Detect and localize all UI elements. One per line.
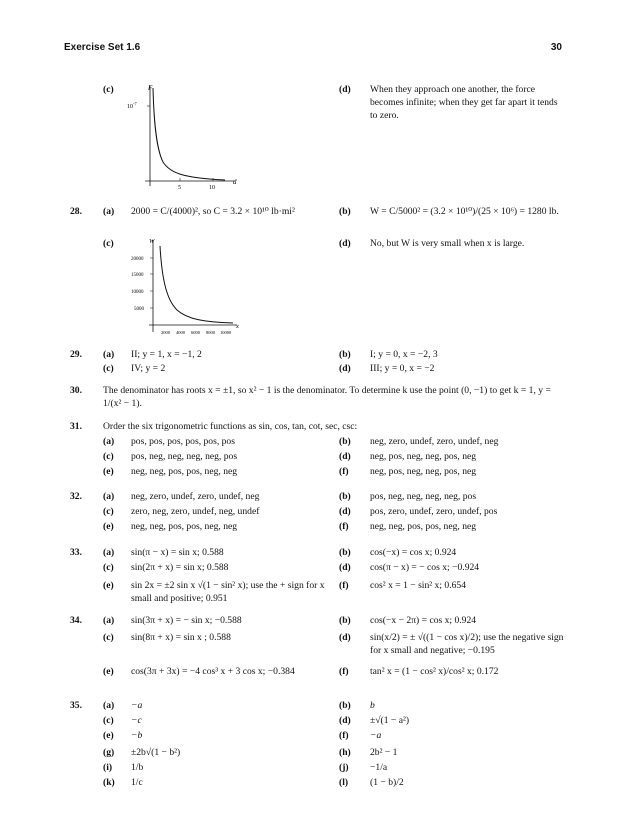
p35-number: 35.	[70, 700, 82, 711]
p35-text: −b	[131, 730, 143, 741]
p35-text: (1 − b)/2	[370, 777, 404, 788]
p34-c-label: (c)	[103, 632, 114, 643]
p28-x-tick-10000: 10000	[220, 330, 232, 335]
p34-e-text: cos(3π + 3x) = −4 cos³ x + 3 cos x; −0.384	[131, 666, 295, 677]
p28-a-label: (a)	[103, 206, 115, 217]
p35-label: (h)	[339, 747, 351, 758]
p34-f-label: (f)	[339, 666, 349, 677]
p32-text: pos, neg, neg, neg, neg, pos	[370, 491, 477, 502]
p27-y-tick: $10^{-7}$	[127, 101, 137, 110]
p28-y-tick-20000: 20000	[131, 257, 144, 262]
p28-x-tick-6000: 6000	[191, 330, 200, 335]
p35-label: (a)	[103, 700, 115, 711]
p35-label: (l)	[339, 777, 349, 788]
p34-b-label: (b)	[339, 615, 351, 626]
p33-c-text: sin(2π + x) = sin x; 0.588	[131, 562, 229, 573]
p28-d-text: No, but W is very small when x is large.	[370, 238, 525, 249]
p35-text: −a	[370, 730, 382, 741]
p30-number: 30.	[70, 385, 82, 396]
p31-label: (b)	[339, 436, 351, 447]
p29-d-text: III; y = 0, x = −2	[370, 363, 435, 374]
p28-c-label: (c)	[103, 238, 114, 249]
section-title: Exercise Set 1.6	[64, 42, 141, 53]
p28-graph	[125, 236, 245, 340]
p28-b-text: W = C/5000² = (3.2 × 10¹⁰)/(25 × 10⁶) = 1280 lb.	[370, 206, 559, 217]
p32-text: neg, neg, pos, pos, neg, neg	[370, 521, 477, 532]
p28-a-text: 2000 = C/(4000)², so C = 3.2 × 10¹⁰ lb·mi²	[131, 206, 295, 217]
p33-e-label: (e)	[103, 580, 114, 591]
p33-a-text: sin(π − x) = sin x; 0.588	[131, 547, 224, 558]
p34-a-text: sin(3π + x) = − sin x; −0.588	[131, 615, 242, 626]
p27-d-text: When they approach one another, the force becomes infinite; when they get far apart it tends to zero.	[370, 84, 558, 121]
p32-label: (f)	[339, 521, 349, 532]
p29-c-label: (c)	[103, 363, 114, 374]
p27-d-label: (d)	[339, 84, 351, 95]
p35-text: −c	[131, 715, 142, 726]
p32-label: (b)	[339, 491, 351, 502]
page-header	[64, 42, 562, 53]
p29-d-label: (d)	[339, 363, 351, 374]
p28-number: 28.	[70, 206, 82, 217]
p33-e-text: sin 2x = ±2 sin x √(1 − sin² x); use the + sign for x small and positive; 0.951	[131, 580, 325, 604]
p32-label: (c)	[103, 506, 114, 517]
p35-label: (i)	[103, 762, 113, 773]
p31-text: neg, pos, neg, neg, pos, neg	[370, 466, 477, 477]
p28-y-axis-label: W	[149, 238, 155, 245]
p28-x-tick-2000: 2000	[161, 330, 170, 335]
p29-b-label: (b)	[339, 349, 351, 360]
p27-x-tick-5: 5	[178, 185, 181, 191]
p34-a-label: (a)	[103, 615, 115, 626]
p28-b-label: (b)	[339, 206, 351, 217]
p35-label: (d)	[339, 715, 351, 726]
p31-text: neg, neg, pos, pos, neg, neg	[131, 466, 238, 477]
p31-text: neg, pos, neg, neg, pos, neg	[370, 451, 477, 462]
p29-a-label: (a)	[103, 349, 115, 360]
p31-text: pos, pos, pos, pos, pos, pos	[131, 436, 235, 447]
p31-number: 31.	[70, 421, 82, 432]
p35-label: (b)	[339, 700, 351, 711]
page-number: 30	[550, 42, 562, 53]
p27-x-axis-label: d	[233, 178, 237, 186]
p35-text: ±√(1 − a²)	[370, 715, 410, 726]
p32-text: pos, zero, undef, zero, undef, pos	[370, 506, 498, 517]
p28-x-tick-8000: 8000	[206, 330, 215, 335]
p32-text: neg, neg, pos, pos, neg, neg	[131, 521, 238, 532]
p35-label: (e)	[103, 730, 114, 741]
p32-label: (e)	[103, 521, 114, 532]
p27-c-label: (c)	[103, 84, 114, 95]
p28-x-axis-label: x	[236, 323, 239, 330]
p33-f-text: cos² x = 1 − sin² x; 0.654	[370, 580, 466, 591]
p32-text: neg, zero, undef, zero, undef, neg	[131, 491, 260, 502]
p31-text: pos, neg, neg, neg, neg, pos	[131, 451, 238, 462]
p33-b-label: (b)	[339, 547, 351, 558]
p35-text: ±2b√(1 − b²)	[131, 747, 181, 758]
p27-y-axis-label: F	[148, 84, 153, 92]
p32-label: (d)	[339, 506, 351, 517]
p35-text: −a	[131, 700, 143, 711]
p29-b-text: I; y = 0, x = −2, 3	[370, 349, 438, 360]
p34-c-text: sin(8π + x) = sin x ; 0.588	[131, 632, 231, 643]
p33-a-label: (a)	[103, 547, 115, 558]
p35-label: (f)	[339, 730, 349, 741]
p33-c-label: (c)	[103, 562, 114, 573]
p34-b-text: cos(−x − 2π) = cos x; 0.924	[370, 615, 477, 626]
p34-d-text: sin(x/2) = ± √((1 − cos x)/2); use the negative sign for x small and negative; −0.195	[370, 632, 564, 656]
p31-label: (c)	[103, 451, 114, 462]
p31-text: neg, zero, undef, zero, undef, neg	[370, 436, 499, 447]
p34-number: 34.	[70, 615, 82, 626]
p31-label: (f)	[339, 466, 349, 477]
p31-label: (e)	[103, 466, 114, 477]
p32-number: 32.	[70, 491, 82, 502]
p31-label: (a)	[103, 436, 115, 447]
p28-y-tick-5000: 5000	[134, 307, 144, 312]
p27-curve	[153, 88, 225, 180]
p28-curve	[160, 246, 233, 323]
p31-intro: Order the six trigonometric functions as sin, cos, tan, cot, sec, csc:	[103, 421, 358, 432]
p31-label: (d)	[339, 451, 351, 462]
p33-number: 33.	[70, 547, 82, 558]
p30-text: The denominator has roots x = ±1, so x² − 1 is the denominator. To determine k use the point (0, −1) to get k = 1, y = 1/(x² − 1).	[103, 385, 551, 409]
p28-x-tick-4000: 4000	[176, 330, 185, 335]
p35-text: b	[370, 700, 375, 711]
p35-label: (j)	[339, 762, 349, 773]
p33-d-text: cos(π − x) = − cos x; −0.924	[370, 562, 480, 573]
p29-a-text: II; y = 1, x = −1, 2	[131, 349, 202, 360]
p35-text: 1/c	[131, 777, 143, 788]
p28-y-tick-10000: 10000	[131, 290, 144, 295]
p34-f-text: tan² x = (1 − cos² x)/cos² x; 0.172	[370, 666, 499, 677]
p35-text: 2b² − 1	[370, 747, 398, 758]
p35-label: (k)	[103, 777, 115, 788]
p34-e-label: (e)	[103, 666, 114, 677]
p32-label: (a)	[103, 491, 115, 502]
p33-b-text: cos(−x) = cos x; 0.924	[370, 547, 457, 558]
p34-d-label: (d)	[339, 632, 351, 643]
p29-number: 29.	[70, 349, 82, 360]
p27-x-tick-10: 10	[209, 185, 215, 191]
p35-text: −1/a	[370, 762, 388, 773]
p28-d-label: (d)	[339, 238, 351, 249]
p35-label: (g)	[103, 747, 115, 758]
p32-text: zero, neg, zero, undef, neg, undef	[131, 506, 260, 517]
p28-y-tick-15000: 15000	[131, 273, 144, 278]
p35-label: (c)	[103, 715, 114, 726]
p27-graph	[125, 82, 245, 192]
p35-text: 1/b	[131, 762, 144, 773]
p29-c-text: IV; y = 2	[131, 363, 166, 374]
p33-d-label: (d)	[339, 562, 351, 573]
p33-f-label: (f)	[339, 580, 349, 591]
